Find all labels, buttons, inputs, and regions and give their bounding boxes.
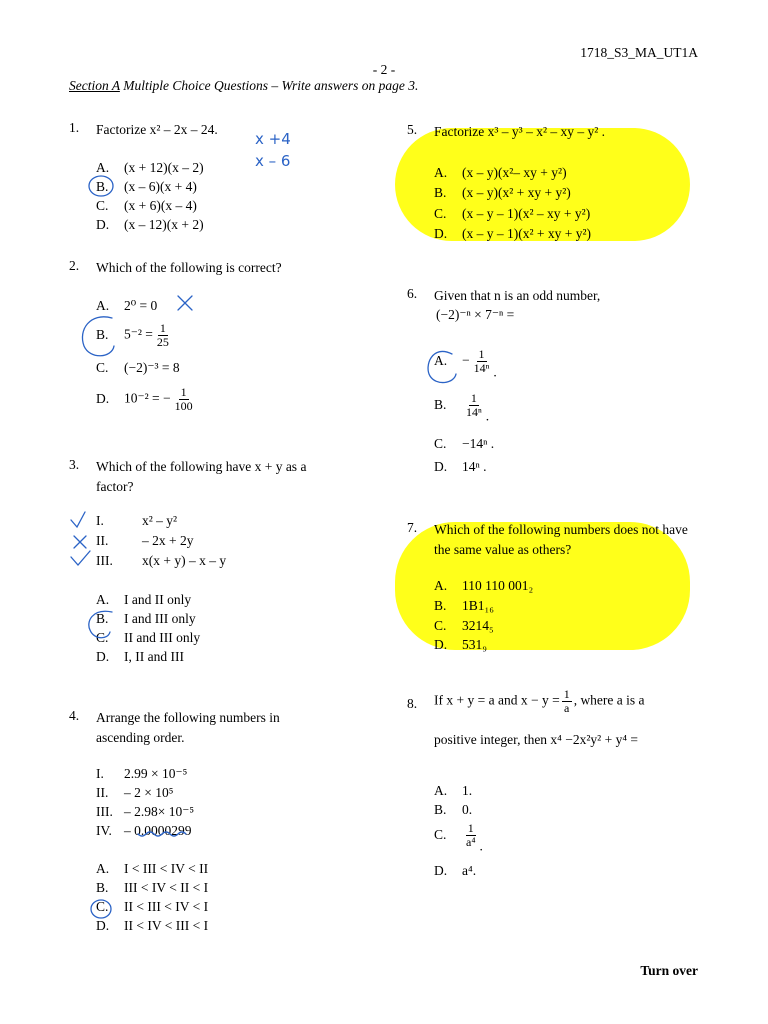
cross-q2-a: [178, 296, 192, 310]
check-q3-i: [71, 512, 85, 527]
exam-code: 1718_S3_MA_UT1A: [580, 45, 698, 60]
option-a[interactable]: A. 2⁰ = 0: [96, 298, 158, 313]
option-c[interactable]: C. −14ⁿ .: [434, 436, 495, 451]
option-d[interactable]: D. a⁴.: [434, 863, 477, 878]
option-b[interactable]: B. $\frac{1}{\text{14ⁿ}}$ .: [434, 391, 490, 424]
underline-q4-iv: [138, 832, 186, 836]
option-d[interactable]: D. II < IV < III < I: [96, 918, 209, 933]
option-d[interactable]: D. (x – 12)(x + 2): [96, 217, 204, 232]
question-number: 6.: [407, 286, 418, 301]
circle-q4-c: [91, 900, 111, 918]
option-d[interactable]: D. I, II and III: [96, 649, 184, 664]
item-i: I. x² – y²: [96, 513, 178, 528]
fraction: $\frac{1}{100}$: [174, 385, 193, 413]
option-d[interactable]: D. 14ⁿ .: [434, 459, 487, 474]
handwritten-factor-2: x – 6: [255, 152, 291, 170]
question-number: 8.: [407, 696, 418, 711]
question-text: Given that n is an odd number,: [434, 288, 601, 303]
question-text: Which of the following numbers does not have the same value as others?: [434, 522, 688, 557]
fraction: $\frac{1}{\text{a⁴}}$: [466, 821, 476, 849]
option-a[interactable]: A. (x + 12)(x – 2): [96, 160, 204, 175]
section-instructions: Multiple Choice Questions – Write answers on page 3.: [119, 78, 419, 93]
question-number: 4.: [69, 708, 80, 723]
circle-q3-b: [89, 611, 112, 637]
circle-q1-b: [89, 176, 113, 196]
item-iv: IV. – 0.0000299: [96, 823, 192, 838]
option-c[interactable]: C. II and III only: [96, 630, 201, 645]
option-a[interactable]: A. − $\frac{1}{\text{14ⁿ}}$ .: [434, 347, 497, 380]
option-b[interactable]: B. (x – 6)(x + 4): [96, 179, 197, 194]
option-a[interactable]: A. (x – y)(x²– xy + y²): [434, 165, 567, 180]
question-number: 7.: [407, 520, 418, 535]
question-text: Arrange the following numbers in ascending order.: [96, 710, 280, 745]
option-a[interactable]: A. 110 110 001₂: [434, 578, 534, 593]
item-iii: III. x(x + y) – x – y: [96, 553, 227, 568]
option-b[interactable]: B. I and III only: [96, 611, 196, 626]
item-ii: II. – 2 × 10⁵: [96, 785, 174, 800]
question-number: 1.: [69, 120, 80, 135]
option-c[interactable]: C. (x + 6)(x – 4): [96, 198, 197, 213]
option-b[interactable]: B. 1B1₁₆: [434, 598, 494, 613]
question-text: Factorize x² – 2x – 24.: [96, 122, 218, 137]
fraction: $\frac{1}{25}$: [156, 321, 169, 349]
check-q3-iii: [71, 551, 90, 565]
option-b[interactable]: B. 5⁻² = $\frac{1}{25}$: [96, 321, 169, 349]
option-d[interactable]: D. 531₉: [434, 637, 487, 652]
option-b[interactable]: B. (x – y)(x² + xy + y²): [434, 185, 571, 200]
question-text: Which of the following have x + y as a factor?: [96, 459, 307, 494]
question-text: Factorize x³ – y³ – x² – xy – y² .: [434, 124, 606, 139]
item-i: I. 2.99 × 10⁻⁵: [96, 766, 188, 781]
handwritten-factor-1: x +4: [255, 130, 291, 148]
cross-q3-ii: [74, 536, 86, 548]
option-a[interactable]: A. I < III < IV < II: [96, 861, 209, 876]
item-ii: II. – 2x + 2y: [96, 533, 194, 548]
option-c[interactable]: C. II < III < IV < I: [96, 899, 209, 914]
fraction: $\frac{1}{a}$: [563, 687, 570, 715]
circle-q2-b: [82, 317, 114, 356]
item-iii: III. – 2.98× 10⁻⁵: [96, 804, 195, 819]
question-number: 3.: [69, 457, 80, 472]
option-a[interactable]: A. 1.: [434, 783, 473, 798]
option-c[interactable]: C. (x – y – 1)(x² – xy + y²): [434, 206, 591, 221]
question-text: If x + y = a and x − y = $\frac{1}{a}$ , where a is a: [434, 687, 645, 715]
option-d[interactable]: D. (x – y – 1)(x² + xy + y²): [434, 226, 592, 241]
option-b[interactable]: B. III < IV < II < I: [96, 880, 209, 895]
turn-over-label: Turn over: [640, 963, 698, 978]
page-number: - 2 -: [372, 62, 396, 77]
question-number: 5.: [407, 122, 418, 137]
fraction: $\frac{1}{\text{14ⁿ}}$: [466, 391, 482, 419]
section-label: Section A: [69, 78, 120, 93]
fraction: $\frac{1}{\text{14ⁿ}}$: [473, 347, 490, 375]
question-text: Which of the following is correct?: [96, 260, 282, 275]
option-c[interactable]: C. 3214₅: [434, 618, 494, 633]
option-c[interactable]: C. (−2)⁻³ = 8: [96, 360, 180, 375]
question-text-continued: positive integer, then x⁴ −2x²y² + y⁴ =: [434, 732, 639, 747]
option-b[interactable]: B. 0.: [434, 802, 473, 817]
option-a[interactable]: A. I and II only: [96, 592, 192, 607]
option-c[interactable]: C. $\frac{1}{\text{a⁴}}$ .: [434, 821, 483, 854]
question-number: 2.: [69, 258, 80, 273]
option-d[interactable]: D. 10⁻² = − $\frac{1}{100}$: [96, 385, 193, 413]
circle-q6-a: [428, 351, 456, 382]
question-expression: (−2)⁻ⁿ × 7⁻ⁿ =: [436, 307, 515, 322]
